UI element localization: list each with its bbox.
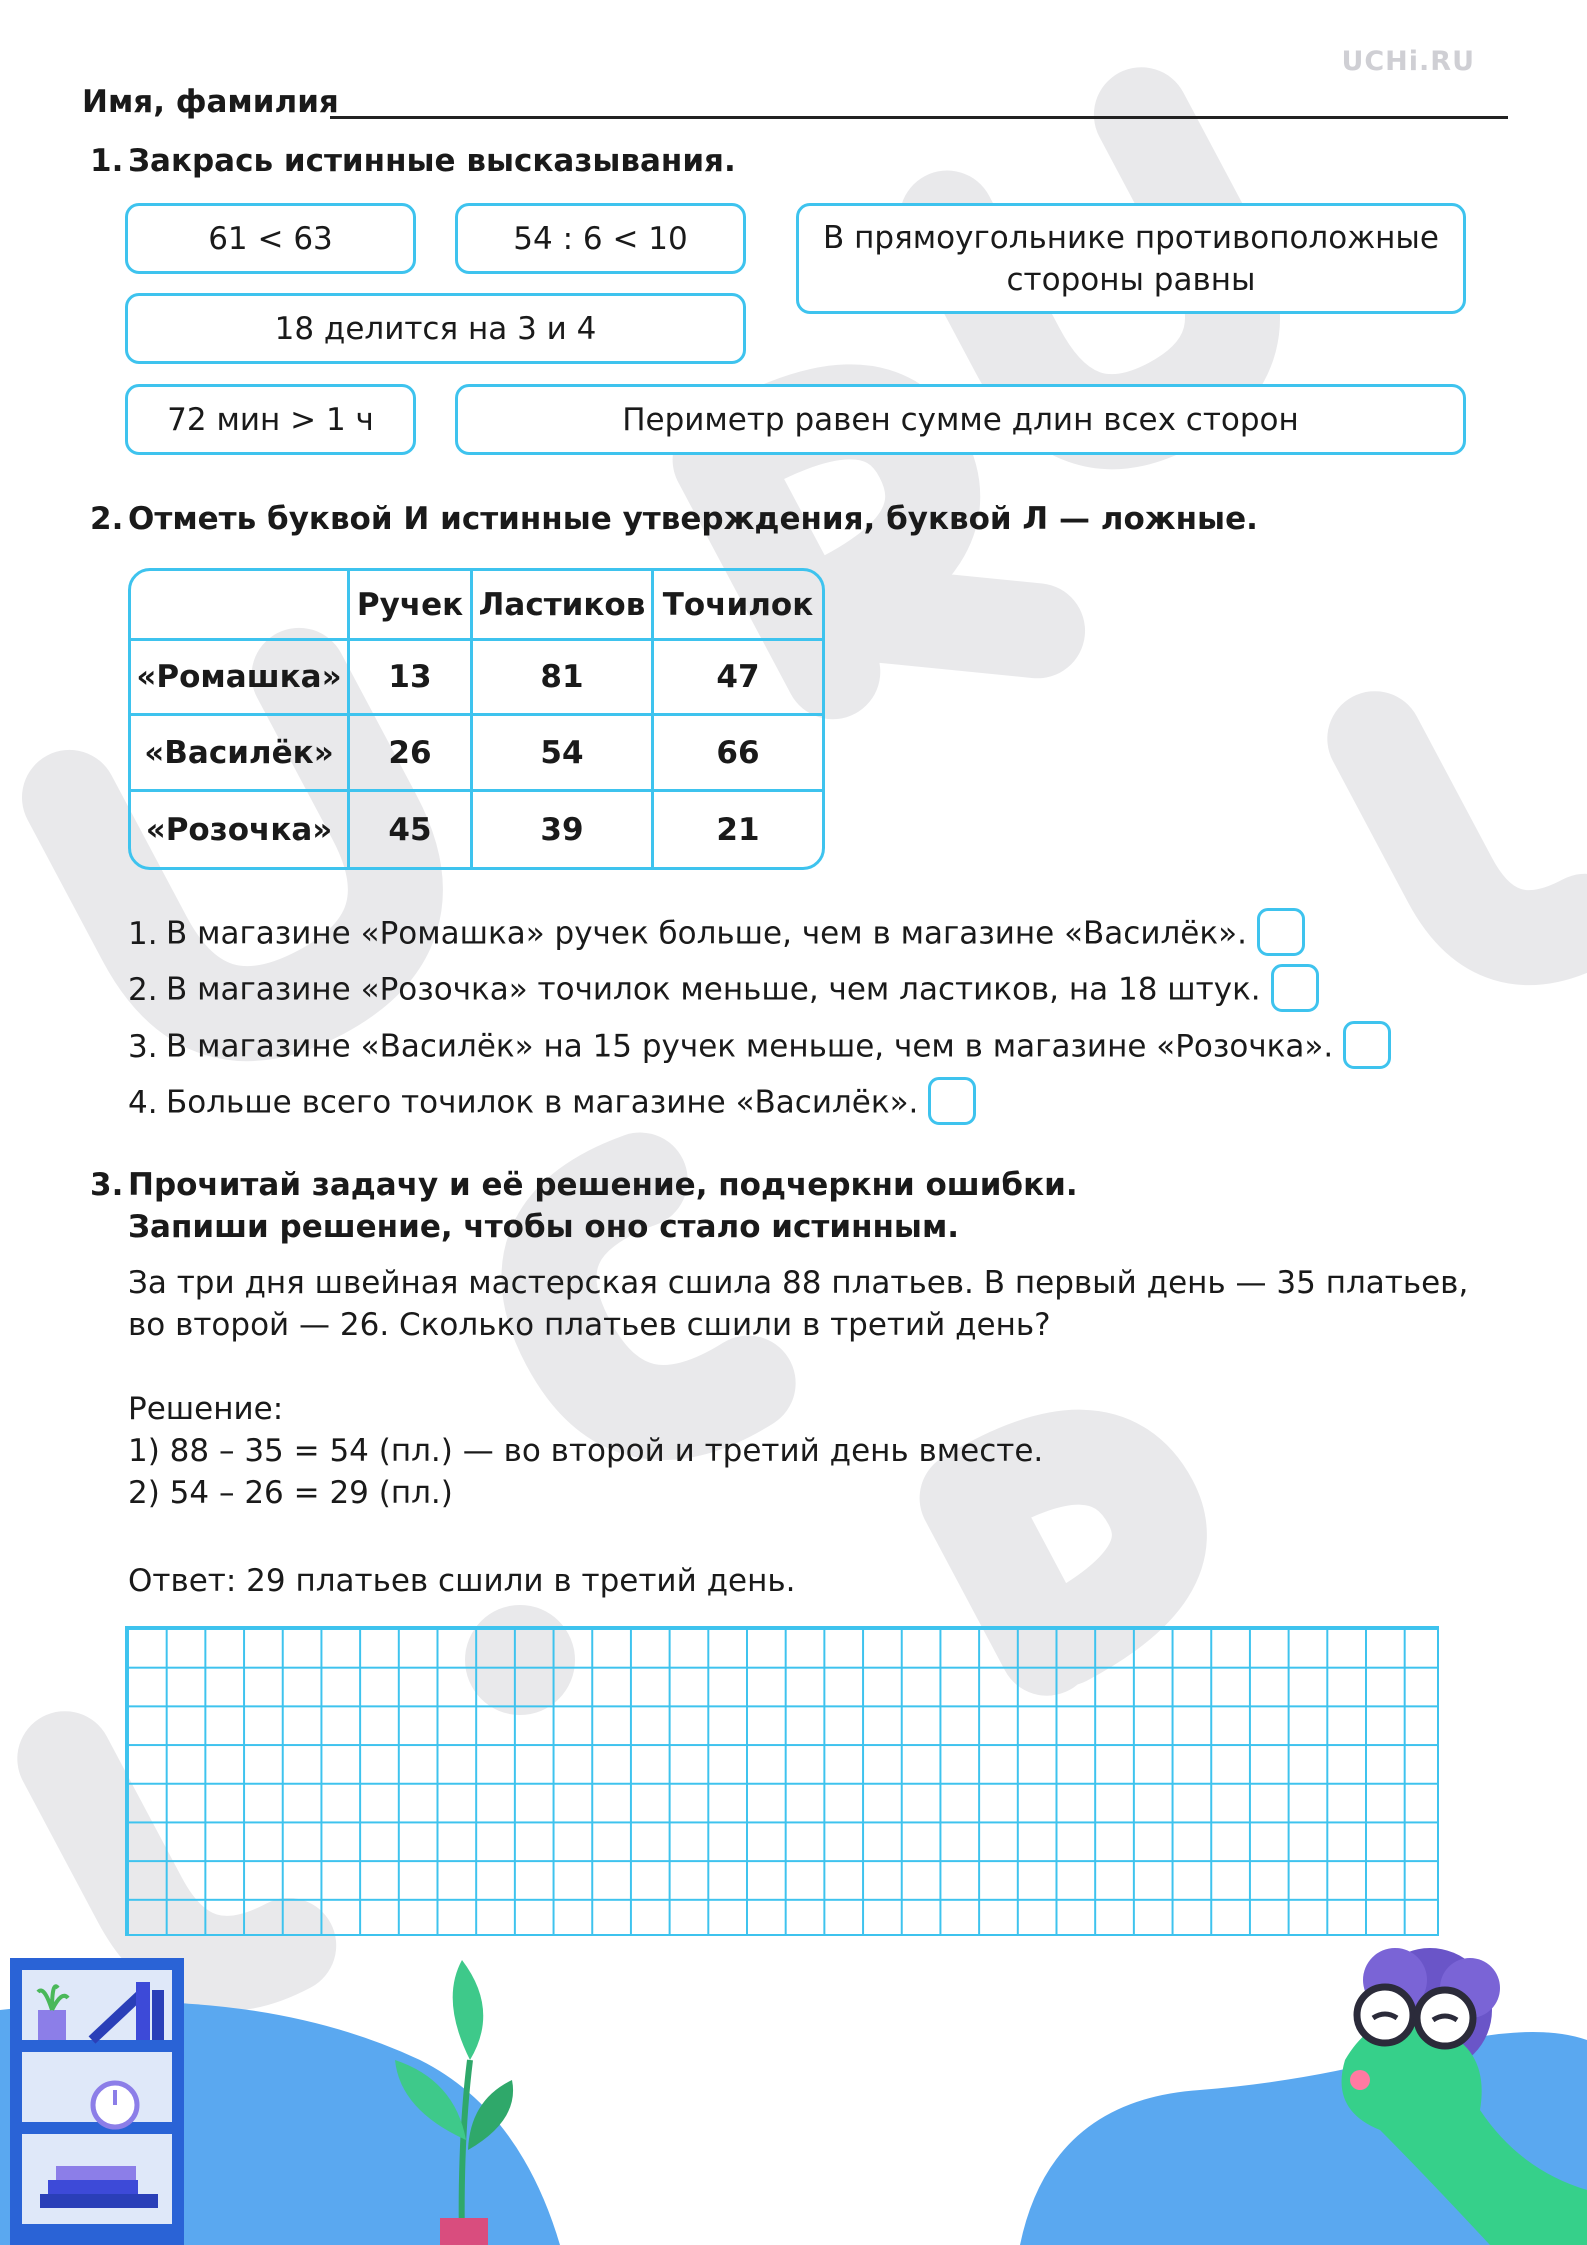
- task1-title-text: Закрась истинные высказывания.: [128, 143, 736, 179]
- task1-number: 1.: [90, 143, 124, 179]
- problem-line: во второй — 26. Сколько платьев сшили в третий день?: [128, 1307, 1051, 1343]
- shops-table: [128, 568, 825, 870]
- solution-step: 1) 88 – 35 = 54 (пл.) — во второй и третий день вместе.: [128, 1433, 1044, 1469]
- task3-title-line1: Прочитай задачу и её решение, подчеркни ошибки.: [128, 1167, 1078, 1203]
- problem-line: За три дня швейная мастерская сшила 88 платьев. В первый день — 35 платьев,: [128, 1265, 1469, 1301]
- claim-text: В магазине «Василёк» на 15 ручек меньше, чем в магазине «Розочка».: [166, 1028, 1334, 1065]
- statement-card[interactable]: [796, 203, 1466, 314]
- table-row: [131, 641, 822, 716]
- task2-title: [90, 498, 1258, 540]
- table-cell: 45: [350, 792, 473, 867]
- answer-checkbox[interactable]: [1257, 908, 1305, 956]
- answer-checkbox[interactable]: [1343, 1021, 1391, 1069]
- task3-title: [90, 1164, 1078, 1248]
- claim-item: [128, 1080, 976, 1128]
- table-cell: 81: [473, 641, 654, 716]
- task1-title: [90, 140, 736, 182]
- name-label: Имя, фамилия: [82, 84, 339, 120]
- table-header-row: [131, 571, 822, 641]
- task3-number: 3.: [90, 1167, 124, 1203]
- table-header-cell: Ручек: [350, 571, 473, 641]
- claim-text: В магазине «Розочка» точилок меньше, чем ластиков, на 18 штук.: [166, 971, 1261, 1008]
- footer-decoration: [0, 1940, 1587, 2245]
- claim-item: [128, 967, 1319, 1015]
- table-cell: 26: [350, 716, 473, 792]
- statement-text: В прямоугольнике противоположные стороны равны: [823, 219, 1439, 298]
- task3-title-line2: Запиши решение, чтобы оно стало истинным.: [128, 1209, 960, 1245]
- table-row: [131, 716, 822, 792]
- brand-logo: UCHi.RU: [1341, 46, 1475, 77]
- answer-checkbox[interactable]: [1271, 964, 1319, 1012]
- statement-text: 54 : 6 < 10: [513, 220, 688, 257]
- answer-checkbox[interactable]: [928, 1077, 976, 1125]
- table-cell: «Василёк»: [131, 716, 350, 792]
- table-cell: 39: [473, 792, 654, 867]
- table-cell: 66: [654, 716, 822, 792]
- table-cell: 47: [654, 641, 822, 716]
- claim-item: [128, 911, 1305, 959]
- task2-number: 2.: [90, 501, 124, 537]
- statement-card[interactable]: [455, 384, 1466, 455]
- solution-step: 2) 54 – 26 = 29 (пл.): [128, 1475, 453, 1511]
- table-cell: «Ромашка»: [131, 641, 350, 716]
- writing-grid[interactable]: [125, 1626, 1439, 1936]
- statement-card[interactable]: [125, 384, 416, 455]
- claim-number: 2.: [128, 971, 158, 1008]
- table-cell: 21: [716, 811, 760, 848]
- table-header-cell: [131, 571, 350, 641]
- statement-card[interactable]: [125, 203, 416, 274]
- answer-line: Ответ: 29 платьев сшили в третий день.: [128, 1563, 796, 1599]
- statement-text: 61 < 63: [208, 220, 333, 257]
- solution-label: Решение:: [128, 1391, 284, 1427]
- statement-card[interactable]: [125, 293, 746, 364]
- claim-number: 4.: [128, 1084, 158, 1121]
- table-header-cell: Точилок: [654, 571, 822, 641]
- table-header-cell: Ластиков: [473, 571, 654, 641]
- task2-title-text: Отметь буквой И истинные утверждения, буквой Л — ложные.: [128, 501, 1258, 537]
- claim-text: В магазине «Ромашка» ручек больше, чем в магазине «Василёк».: [166, 915, 1247, 952]
- claim-text: Больше всего точилок в магазине «Василёк».: [166, 1084, 919, 1121]
- claim-number: 3.: [128, 1028, 158, 1065]
- claim-number: 1.: [128, 915, 158, 952]
- table-row: [131, 792, 822, 867]
- table-cell: 13: [350, 641, 473, 716]
- table-cell: «Розочка»: [131, 792, 350, 867]
- claim-item: [128, 1024, 1391, 1072]
- statement-text: 72 мин > 1 ч: [167, 401, 374, 438]
- statement-card[interactable]: [455, 203, 746, 274]
- name-input-line[interactable]: [330, 116, 1508, 119]
- table-cell: 54: [473, 716, 654, 792]
- bookshelf-icon: [10, 1958, 184, 2245]
- statement-text: Периметр равен сумме длин всех сторон: [622, 401, 1299, 438]
- statement-text: 18 делится на 3 и 4: [274, 310, 597, 347]
